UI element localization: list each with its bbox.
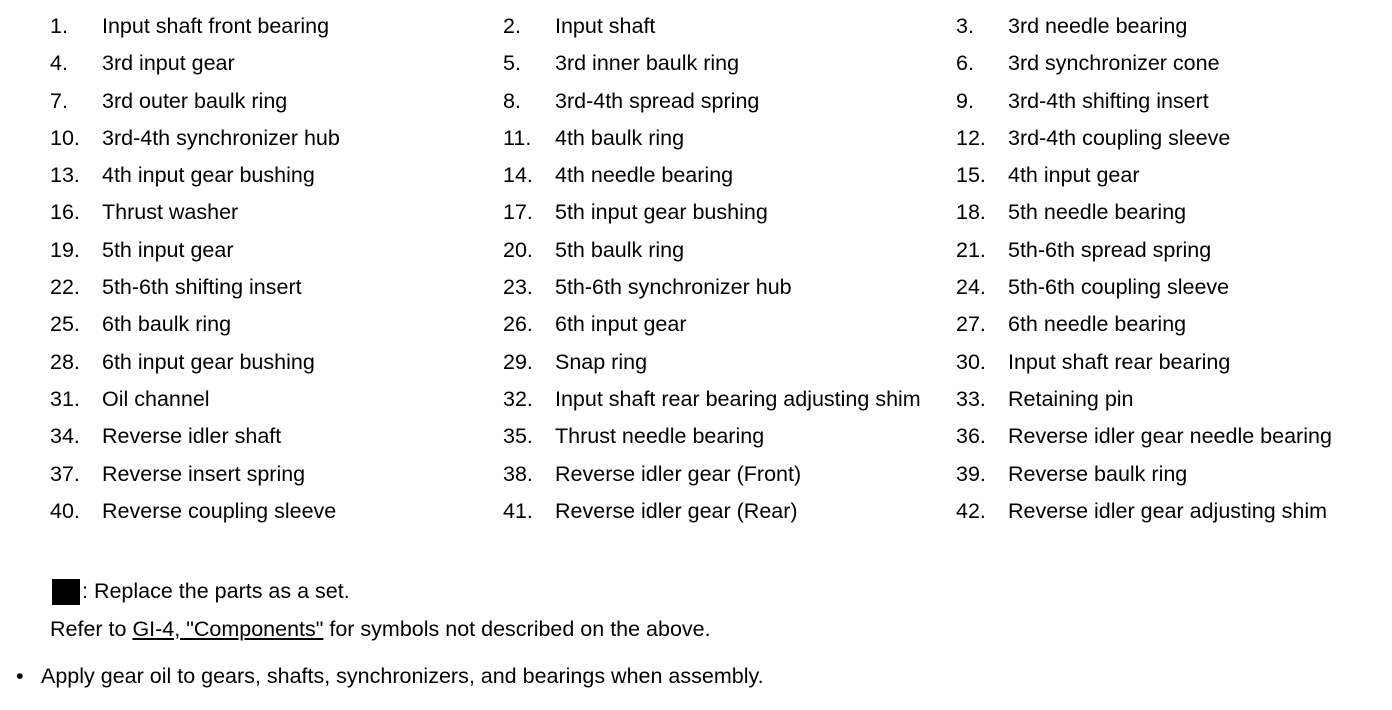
part-number: 26. xyxy=(503,312,533,337)
part-name: Reverse idler gear (Rear) xyxy=(555,498,798,523)
part-item xyxy=(50,198,503,227)
parts-row xyxy=(50,161,1380,190)
part-name: Retaining pin xyxy=(1008,386,1134,411)
part-item xyxy=(503,348,956,377)
part-number: 19. xyxy=(50,237,80,262)
part-number: 3. xyxy=(956,14,974,38)
components-reference-link[interactable]: GI-4, "Components" xyxy=(132,617,324,641)
part-item xyxy=(956,87,1380,116)
parts-row xyxy=(50,422,1380,451)
part-item xyxy=(956,49,1380,78)
part-number: 4. xyxy=(50,51,68,76)
part-name: 6th input gear xyxy=(555,312,687,337)
part-name: 5th baulk ring xyxy=(555,237,685,262)
part-number: 29. xyxy=(503,349,533,374)
part-name: Oil channel xyxy=(102,386,210,411)
part-name: Input shaft front bearing xyxy=(102,14,330,38)
parts-row xyxy=(50,348,1380,377)
parts-row xyxy=(50,236,1380,265)
legend xyxy=(52,577,350,606)
part-number: 30. xyxy=(956,349,986,374)
part-name: 5th needle bearing xyxy=(1008,200,1187,225)
part-item xyxy=(503,422,956,451)
part-name: Thrust washer xyxy=(102,200,239,225)
part-item xyxy=(50,310,503,339)
part-name: 6th input gear bushing xyxy=(102,349,315,374)
part-name: 3rd inner baulk ring xyxy=(555,51,740,76)
part-item xyxy=(503,460,956,489)
part-name: Input shaft xyxy=(555,14,656,38)
part-number: 35. xyxy=(503,424,533,449)
part-number: 37. xyxy=(50,461,80,486)
part-name: 4th input gear bushing xyxy=(102,163,315,188)
parts-row xyxy=(50,12,1380,41)
part-name: 5th-6th coupling sleeve xyxy=(1008,275,1230,300)
parts-row xyxy=(50,460,1380,489)
part-name: Reverse idler gear adjusting shim xyxy=(1008,498,1328,523)
part-name: 3rd-4th spread spring xyxy=(555,88,760,113)
part-item xyxy=(956,124,1380,153)
part-name: Reverse baulk ring xyxy=(1008,461,1188,486)
part-number: 1. xyxy=(50,14,68,38)
part-number: 22. xyxy=(50,275,80,300)
parts-row xyxy=(50,273,1380,302)
part-item xyxy=(503,273,956,302)
part-item xyxy=(503,87,956,116)
part-item xyxy=(50,236,503,265)
part-name: 4th input gear xyxy=(1008,163,1140,188)
parts-row xyxy=(50,124,1380,153)
part-item xyxy=(956,385,1380,414)
part-name: 3rd input gear xyxy=(102,51,235,76)
part-name: 3rd-4th coupling sleeve xyxy=(1008,125,1231,150)
part-item xyxy=(956,273,1380,302)
part-item xyxy=(503,385,956,414)
part-item xyxy=(503,198,956,227)
parts-row xyxy=(50,310,1380,339)
part-number: 10. xyxy=(50,125,80,150)
bullet-icon: • xyxy=(16,664,24,688)
part-name: Snap ring xyxy=(555,349,648,374)
part-name: 4th needle bearing xyxy=(555,163,734,188)
part-name: Reverse idler gear needle bearing xyxy=(1008,424,1332,449)
part-item xyxy=(956,348,1380,377)
part-number: 34. xyxy=(50,424,80,449)
part-name: 5th input gear bushing xyxy=(555,200,768,225)
part-number: 9. xyxy=(956,88,974,113)
assembly-note xyxy=(16,662,764,691)
parts-row xyxy=(50,198,1380,227)
part-number: 24. xyxy=(956,275,986,300)
part-item xyxy=(50,497,503,526)
part-number: 38. xyxy=(503,461,533,486)
part-item xyxy=(956,198,1380,227)
part-name: 5th-6th spread spring xyxy=(1008,237,1212,262)
part-item xyxy=(50,124,503,153)
part-number: 41. xyxy=(503,498,533,523)
part-number: 14. xyxy=(503,163,533,188)
part-name: Reverse insert spring xyxy=(102,461,306,486)
part-name: Reverse coupling sleeve xyxy=(102,498,337,523)
part-item xyxy=(50,385,503,414)
part-number: 15. xyxy=(956,163,986,188)
parts-row xyxy=(50,385,1380,414)
part-item xyxy=(503,49,956,78)
legend-text: : Replace the parts as a set. xyxy=(82,579,350,603)
part-name: Reverse idler gear (Front) xyxy=(555,461,802,486)
part-name: Reverse idler shaft xyxy=(102,424,282,449)
parts-row xyxy=(50,49,1380,78)
part-name: Thrust needle bearing xyxy=(555,424,765,449)
part-name: 4th baulk ring xyxy=(555,125,685,150)
part-item xyxy=(956,12,1380,41)
part-number: 8. xyxy=(503,88,521,113)
part-name: 6th needle bearing xyxy=(1008,312,1187,337)
part-number: 17. xyxy=(503,200,533,225)
part-name: 3rd-4th shifting insert xyxy=(1008,88,1209,113)
part-item xyxy=(503,236,956,265)
part-number: 11. xyxy=(503,125,532,150)
part-number: 5. xyxy=(503,51,521,76)
replace-as-set-symbol-icon xyxy=(52,579,80,605)
part-number: 27. xyxy=(956,312,986,337)
part-name: 5th input gear xyxy=(102,237,234,262)
parts-row xyxy=(50,497,1380,526)
part-item xyxy=(50,348,503,377)
part-item xyxy=(956,161,1380,190)
part-number: 33. xyxy=(956,386,986,411)
reference-prefix: Refer to xyxy=(50,617,133,641)
parts-list xyxy=(50,12,1380,534)
part-item xyxy=(503,161,956,190)
part-name: 5th-6th synchronizer hub xyxy=(555,275,792,300)
part-item xyxy=(956,497,1380,526)
part-number: 6. xyxy=(956,51,974,76)
part-number: 13. xyxy=(50,163,80,188)
part-item xyxy=(956,422,1380,451)
part-name: Input shaft rear bearing xyxy=(1008,349,1231,374)
part-item xyxy=(50,87,503,116)
part-name: Input shaft rear bearing adjusting shim xyxy=(555,386,921,411)
part-number: 20. xyxy=(503,237,533,262)
part-number: 12. xyxy=(956,125,986,150)
part-number: 42. xyxy=(956,498,986,523)
part-number: 32. xyxy=(503,386,533,411)
part-number: 16. xyxy=(50,200,80,225)
part-number: 23. xyxy=(503,275,533,300)
part-item xyxy=(503,124,956,153)
reference-suffix: for symbols not described on the above. xyxy=(323,617,711,641)
assembly-note-text: Apply gear oil to gears, shafts, synchronizers, and bearings when assembly. xyxy=(41,664,764,688)
part-item xyxy=(956,310,1380,339)
part-item xyxy=(503,497,956,526)
part-number: 31. xyxy=(50,386,80,411)
part-item xyxy=(50,49,503,78)
part-item xyxy=(956,460,1380,489)
part-item xyxy=(50,273,503,302)
part-number: 39. xyxy=(956,461,986,486)
part-number: 2. xyxy=(503,14,521,38)
part-name: 3rd outer baulk ring xyxy=(102,88,288,113)
part-item xyxy=(503,310,956,339)
part-number: 36. xyxy=(956,424,986,449)
part-name: 3rd-4th synchronizer hub xyxy=(102,125,340,150)
part-item xyxy=(50,422,503,451)
part-name: 3rd needle bearing xyxy=(1008,14,1188,38)
part-number: 21. xyxy=(956,237,986,262)
part-name: 6th baulk ring xyxy=(102,312,232,337)
part-item xyxy=(50,12,503,41)
part-number: 40. xyxy=(50,498,80,523)
part-number: 18. xyxy=(956,200,986,225)
part-name: 5th-6th shifting insert xyxy=(102,275,302,300)
part-item xyxy=(50,460,503,489)
part-number: 25. xyxy=(50,312,80,337)
part-name: 3rd synchronizer cone xyxy=(1008,51,1220,76)
parts-row xyxy=(50,87,1380,116)
part-item xyxy=(50,161,503,190)
part-item xyxy=(956,236,1380,265)
part-item xyxy=(503,12,956,41)
reference-note xyxy=(50,615,711,644)
part-number: 28. xyxy=(50,349,80,374)
part-number: 7. xyxy=(50,88,68,113)
